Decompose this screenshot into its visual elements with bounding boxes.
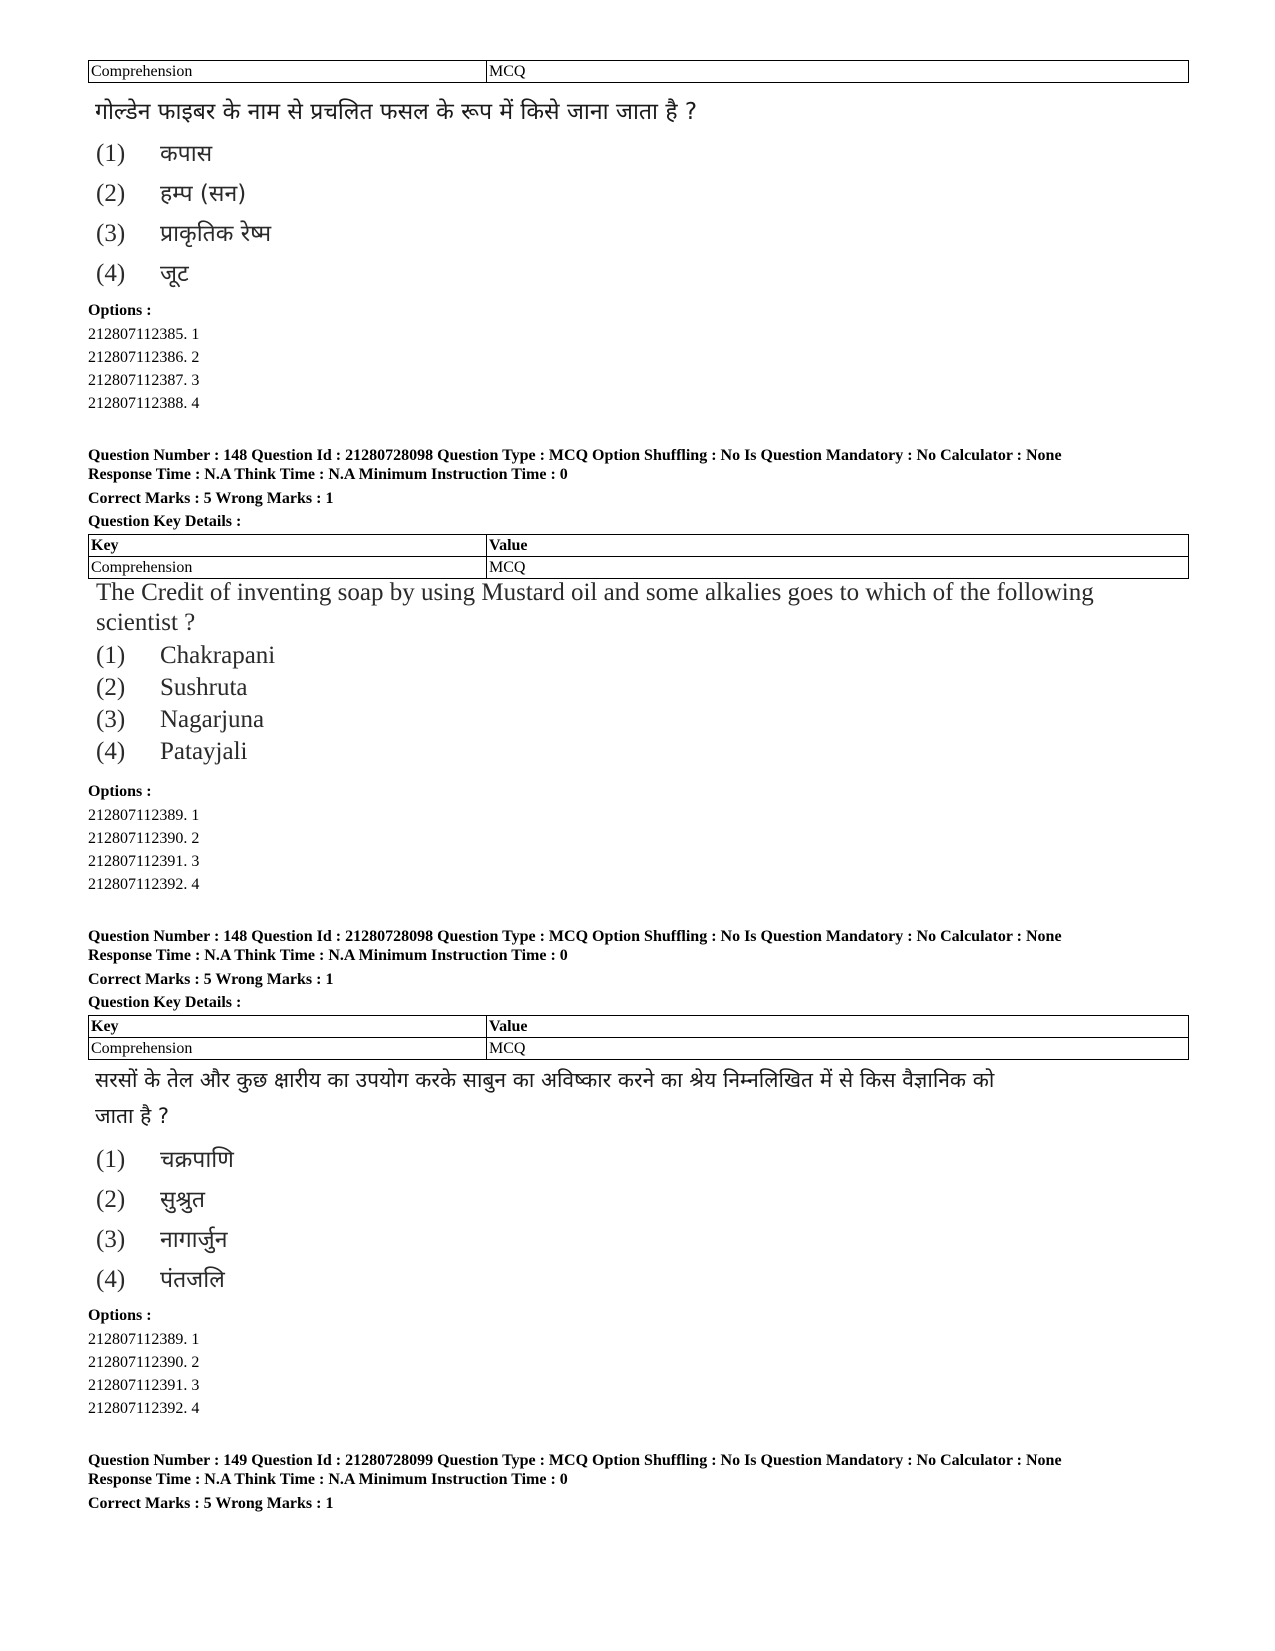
question-meta: Question Number : 148 Question Id : 21280728098 Question Type : MCQ Option Shuffling : No Is Question Mandatory : No Calculator : None Response Time : N.A Think Time : N.A Minimum Instruction Time : 0 bbox=[88, 928, 1062, 964]
option-id: 212807112392. 4 bbox=[88, 876, 200, 893]
options-label: Options : bbox=[88, 302, 152, 319]
choice-3: (3) नागार्जुन bbox=[96, 1226, 228, 1253]
top-key-table bbox=[88, 60, 1189, 83]
marks-line: Correct Marks : 5 Wrong Marks : 1 bbox=[88, 490, 334, 507]
option-id: 212807112392. 4 bbox=[88, 1400, 200, 1417]
options-label: Options : bbox=[88, 783, 152, 800]
choice-1: (1) Chakrapani bbox=[96, 642, 276, 669]
choice-1: (1) चक्रपाणि bbox=[96, 1146, 234, 1173]
question-text: सरसों के तेल और कुछ क्षारीय का उपयोग करके साबुन का अविष्कार करने का श्रेय निम्नलिखित में से किस वैज्ञानिक को जाता है ? bbox=[95, 1068, 995, 1128]
key-details-label: Question Key Details : bbox=[88, 994, 242, 1011]
choice-2: (2) सुश्रुत bbox=[96, 1186, 205, 1213]
choice-1: (1) कपास bbox=[96, 140, 213, 167]
option-id: 212807112388. 4 bbox=[88, 395, 200, 412]
choice-2: (2) हम्प (सन) bbox=[96, 180, 247, 207]
marks-line: Correct Marks : 5 Wrong Marks : 1 bbox=[88, 1495, 334, 1512]
option-id: 212807112387. 3 bbox=[88, 372, 200, 389]
option-id: 212807112391. 3 bbox=[88, 853, 200, 870]
choice-4: (4) Patayjali bbox=[96, 738, 248, 765]
option-id: 212807112390. 2 bbox=[88, 1354, 200, 1371]
key-table: Key Value Comprehension MCQ bbox=[88, 534, 1189, 579]
choice-3: (3) प्राकृतिक रेष्म bbox=[96, 220, 272, 247]
choice-4: (4) जूट bbox=[96, 260, 189, 287]
choice-2: (2) Sushruta bbox=[96, 674, 248, 701]
option-id: 212807112389. 1 bbox=[88, 807, 200, 824]
option-id: 212807112391. 3 bbox=[88, 1377, 200, 1394]
option-id: 212807112389. 1 bbox=[88, 1331, 200, 1348]
question-text: The Credit of inventing soap by using Mustard oil and some alkalies goes to which of the following scientist ? bbox=[96, 579, 1094, 636]
table-value-cell: MCQ bbox=[487, 61, 1189, 83]
option-id: 212807112385. 1 bbox=[88, 326, 200, 343]
question-text: गोल्डेन फाइबर के नाम से प्रचलित फसल के रूप में किसे जाना जाता है ? bbox=[95, 99, 698, 125]
question-meta: Question Number : 148 Question Id : 21280728098 Question Type : MCQ Option Shuffling : No Is Question Mandatory : No Calculator : None Response Time : N.A Think Time : N.A Minimum Instruction Time : 0 bbox=[88, 447, 1062, 483]
table-key-cell: Comprehension bbox=[89, 61, 487, 83]
option-id: 212807112386. 2 bbox=[88, 349, 200, 366]
option-id: 212807112390. 2 bbox=[88, 830, 200, 847]
options-label: Options : bbox=[88, 1307, 152, 1324]
choice-3: (3) Nagarjuna bbox=[96, 706, 265, 733]
key-table: Key Value Comprehension MCQ bbox=[88, 1015, 1189, 1060]
question-meta: Question Number : 149 Question Id : 21280728099 Question Type : MCQ Option Shuffling : No Is Question Mandatory : No Calculator : None Response Time : N.A Think Time : N.A Minimum Instruction Time : 0 bbox=[88, 1452, 1062, 1488]
choice-4: (4) पंतजलि bbox=[96, 1266, 225, 1293]
key-details-label: Question Key Details : bbox=[88, 513, 242, 530]
marks-line: Correct Marks : 5 Wrong Marks : 1 bbox=[88, 971, 334, 988]
